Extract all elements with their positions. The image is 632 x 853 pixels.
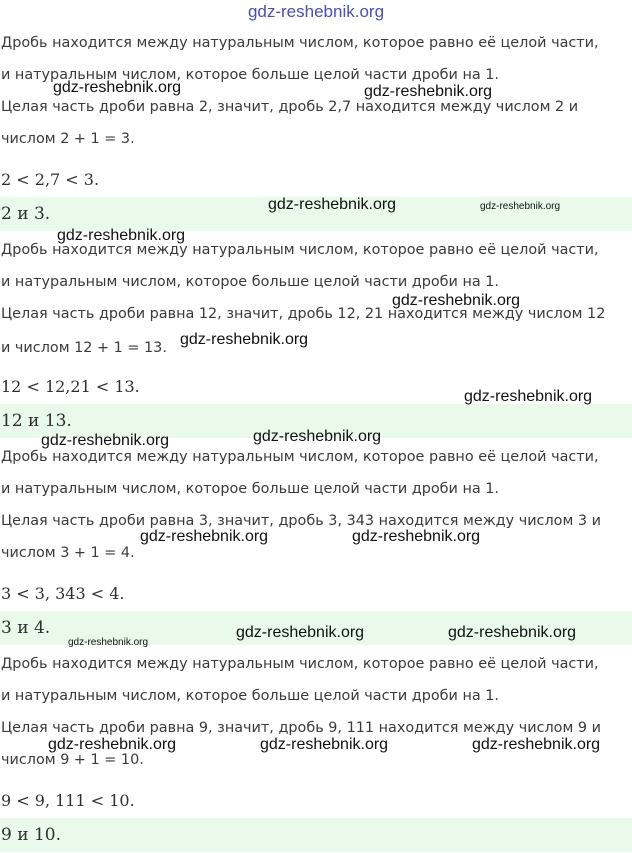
watermark-text: gdz-reshebnik.org xyxy=(392,292,521,309)
block2-paragraph-line3: Целая часть дроби равна 12, значит, дробь 12, 21 находится между числом 12 xyxy=(1,306,606,322)
block3-paragraph-line3: Целая часть дроби равна 3, значит, дробь 3, 343 находится между числом 3 и xyxy=(1,513,601,529)
block4-paragraph-line2: и натуральным числом, которое больше целой части дроби на 1. xyxy=(1,688,500,704)
block3-paragraph-line4: числом 3 + 1 = 4. xyxy=(1,545,135,561)
block4-answer-box xyxy=(0,818,632,852)
watermark-text: gdz-reshebnik.org xyxy=(352,528,481,545)
watermark-text: gdz-reshebnik.org xyxy=(68,637,149,648)
block2-answer: 12 и 13. xyxy=(1,411,72,431)
watermark-text: gdz-reshebnik.org xyxy=(41,432,170,449)
site-header-watermark: gdz-reshebnik.org xyxy=(247,2,385,21)
watermark-text: gdz-reshebnik.org xyxy=(57,227,186,244)
block1-paragraph-line2: и натуральным числом, которое больше целой части дроби на 1. xyxy=(1,67,500,83)
block2-paragraph-line1: Дробь находится между натуральным числом, которое равно её целой части, xyxy=(1,242,599,258)
block3-paragraph-line1: Дробь находится между натуральным числом, которое равно её целой части, xyxy=(1,449,599,465)
watermark-text: gdz-reshebnik.org xyxy=(268,196,397,213)
block1-inequality: 2 < 2,7 < 3. xyxy=(1,170,100,189)
watermark-text: gdz-reshebnik.org xyxy=(253,428,382,445)
block3-inequality: 3 < 3, 343 < 4. xyxy=(1,584,125,603)
block3-paragraph-line2: и натуральным числом, которое больше целой части дроби на 1. xyxy=(1,481,500,497)
block2-paragraph-line4: и числом 12 + 1 = 13. xyxy=(1,340,167,356)
watermark-text: gdz-reshebnik.org xyxy=(48,736,177,753)
block1-paragraph-line3: Целая часть дроби равна 2, значит, дробь 2,7 находится между числом 2 и xyxy=(1,99,579,115)
block4-paragraph-line3: Целая часть дроби равна 9, значит, дробь 9, 111 находится между числом 9 и xyxy=(1,720,601,736)
watermark-text: gdz-reshebnik.org xyxy=(364,83,493,100)
watermark-text: gdz-reshebnik.org xyxy=(480,201,561,212)
watermark-text: gdz-reshebnik.org xyxy=(236,624,365,641)
watermark-text: gdz-reshebnik.org xyxy=(260,736,389,753)
watermark-text: gdz-reshebnik.org xyxy=(180,331,309,348)
watermark-text: gdz-reshebnik.org xyxy=(472,736,601,753)
watermark-text: gdz-reshebnik.org xyxy=(140,528,269,545)
block3-answer: 3 и 4. xyxy=(1,618,51,638)
block4-inequality: 9 < 9, 111 < 10. xyxy=(1,791,135,810)
block1-paragraph-line1: Дробь находится между натуральным числом, которое равно её целой части, xyxy=(1,35,599,51)
block4-paragraph-line1: Дробь находится между натуральным числом, которое равно её целой части, xyxy=(1,656,599,672)
block4-answer: 9 и 10. xyxy=(1,825,61,845)
watermark-text: gdz-reshebnik.org xyxy=(448,624,577,641)
block1-paragraph-line4: числом 2 + 1 = 3. xyxy=(1,131,135,147)
block2-paragraph-line2: и натуральным числом, которое больше целой части дроби на 1. xyxy=(1,274,500,290)
block4-paragraph-line4: числом 9 + 1 = 10. xyxy=(1,752,144,768)
watermark-text: gdz-reshebnik.org xyxy=(464,388,593,405)
watermark-text: gdz-reshebnik.org xyxy=(53,79,182,96)
block1-answer: 2 и 3. xyxy=(1,204,51,224)
block2-inequality: 12 < 12,21 < 13. xyxy=(1,377,140,396)
